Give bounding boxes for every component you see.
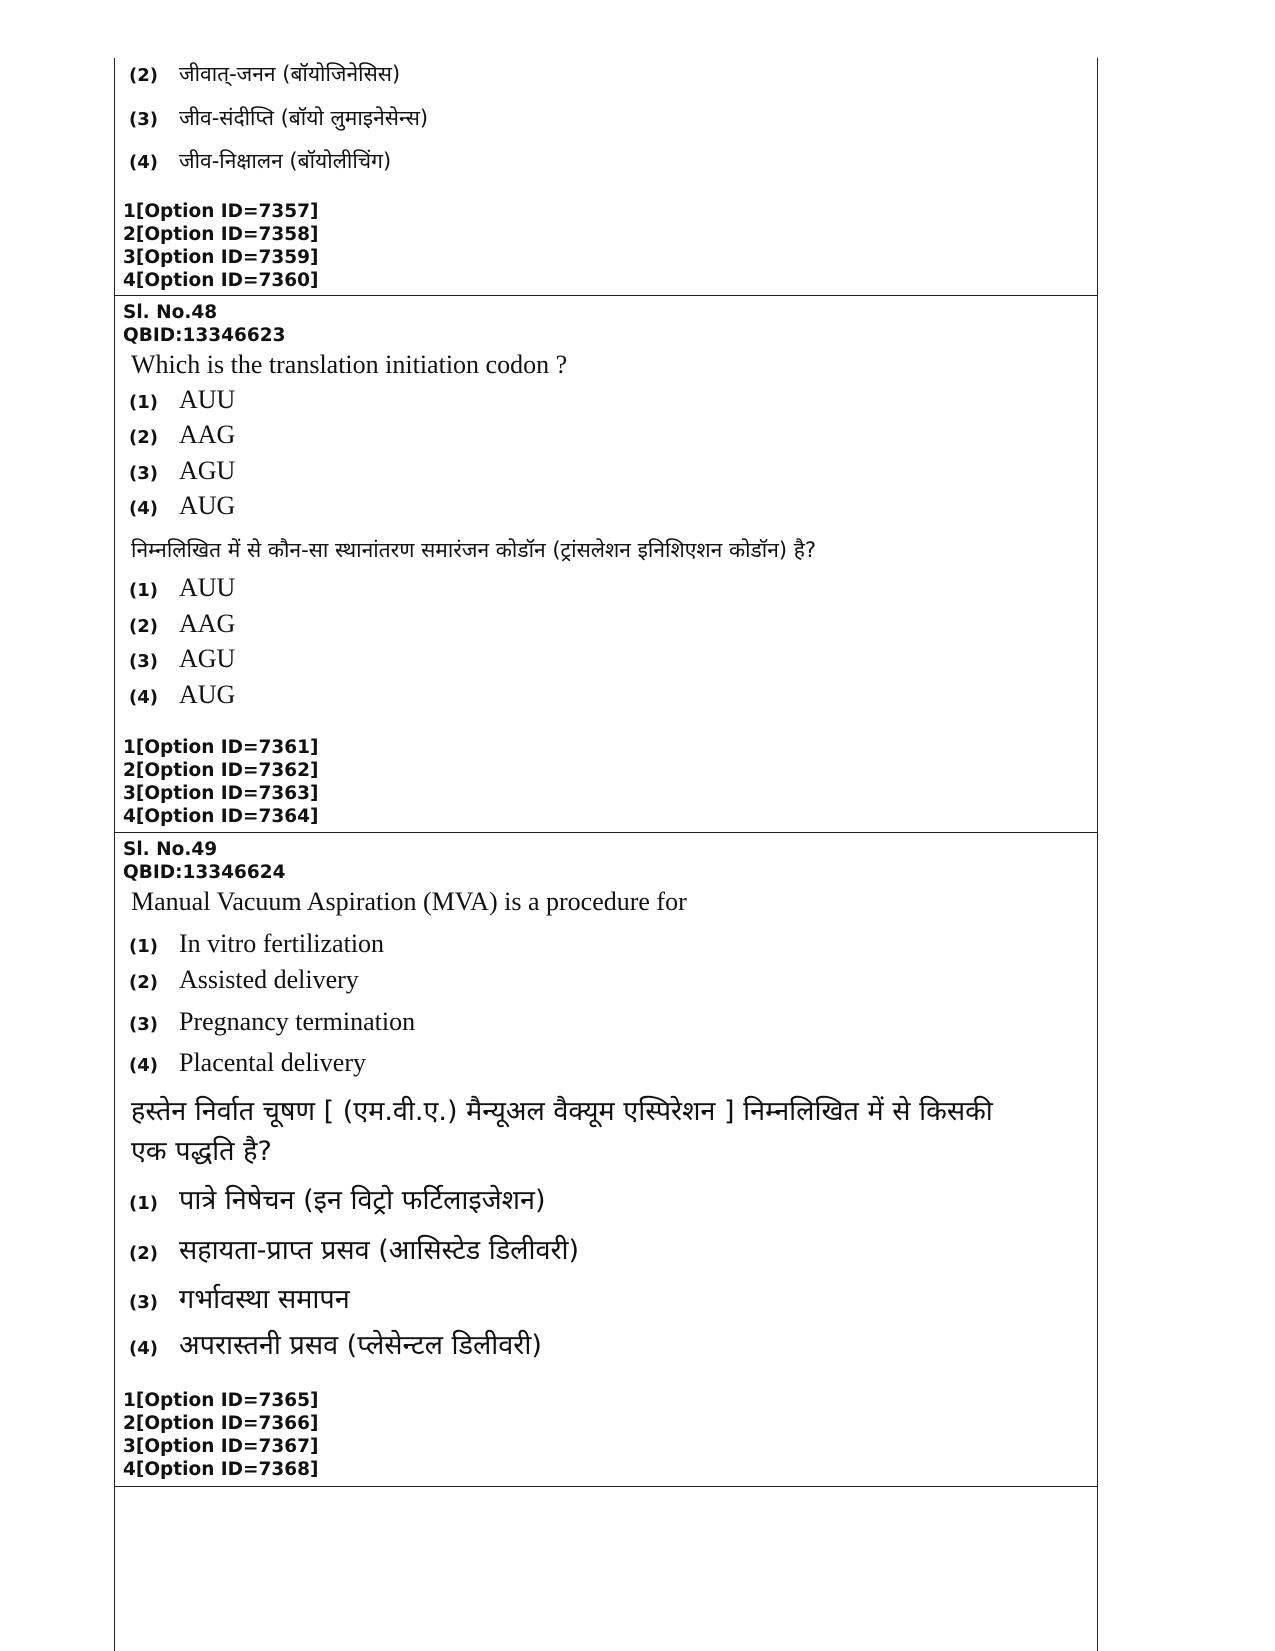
q48-option-en-3 [129,456,235,486]
option-number: (1) [129,936,158,957]
q49-option-hi-1 [129,1180,546,1217]
q49-option-en-4 [129,1048,366,1078]
option-text: AUU [179,385,236,414]
option-number: (2) [129,616,158,637]
option-text: AAG [179,420,236,449]
q48-option-hi-1 [129,573,235,603]
option-text: AUG [179,680,236,709]
question-divider [115,832,1097,833]
option-text: AAG [179,609,236,638]
option-text: In vitro fertilization [179,929,385,958]
q48-option-hi-2 [129,609,235,639]
option-text: जीवात्-जनन (बॉयोजिनेसिस) [179,62,401,86]
option-text: Placental delivery [179,1048,366,1077]
option-id: 3[Option ID=7363] [123,783,319,804]
option-id: 1[Option ID=7357] [123,201,319,222]
option-id: 2[Option ID=7358] [123,224,319,245]
q49-option-en-3 [129,1007,415,1037]
q48-header [123,301,285,347]
option-number: (4) [129,152,158,173]
prev-option-2 [129,60,400,88]
q49-option-en-2 [129,965,359,995]
option-number: (4) [129,687,158,708]
q49-option-en-1 [129,929,384,959]
prev-option-4 [129,147,391,175]
q49-option-hi-4 [129,1325,542,1362]
option-text: AUG [179,491,236,520]
prev-option-ids [123,200,319,292]
q49-header [123,838,285,884]
option-number: (2) [129,972,158,993]
q48-option-en-4 [129,491,235,521]
stem-line: एक पद्धति है? [131,1136,272,1167]
option-text: Pregnancy termination [179,1007,416,1036]
option-number: (1) [129,1193,158,1214]
option-id: 4[Option ID=7368] [123,1459,319,1480]
q49-stem-english: Manual Vacuum Aspiration (MVA) is a procedure for [131,887,687,916]
q49-option-ids [123,1389,319,1481]
option-text: जीव-संदीप्ति (बॉयो लुमाइनेसेन्स) [179,106,429,130]
prev-option-3 [129,104,428,132]
option-id: 3[Option ID=7359] [123,247,319,268]
option-number: (3) [129,651,158,672]
stem-line: हस्तेन निर्वात चूषण [ (एम.वी.ए.) मैन्यूअल वैक्यूम एस्पिरेशन ] निम्नलिखित में से किसकी [131,1096,993,1127]
option-number: (1) [129,580,158,601]
option-id: 2[Option ID=7366] [123,1413,319,1434]
option-number: (2) [129,65,158,86]
option-number: (3) [129,1014,158,1035]
option-text: अपरास्तनी प्रसव (प्लेसेन्टल डिलीवरी) [179,1330,542,1361]
option-text: गर्भावस्था समापन [179,1284,350,1315]
q49-option-hi-3 [129,1279,350,1316]
option-id: 4[Option ID=7364] [123,806,319,827]
q48-stem-english: Which is the translation initiation codon ? [131,350,568,379]
q48-stem-hindi: निम्नलिखित में से कौन-सा स्थानांतरण समारंजन कोडॉन (ट्रांसलेशन इनिशिएशन कोडॉन) है? [131,538,817,562]
question-bank-id: QBID:13346624 [123,862,286,883]
option-number: (1) [129,392,158,413]
option-number: (3) [129,1292,158,1313]
option-text: सहायता-प्राप्त प्रसव (आसिस्टेड डिलीवरी) [179,1235,580,1266]
option-text: AGU [179,456,236,485]
option-number: (2) [129,1243,158,1264]
option-id: 3[Option ID=7367] [123,1436,319,1457]
option-number: (4) [129,1338,158,1359]
option-number: (2) [129,427,158,448]
q48-option-en-1 [129,385,235,415]
question-bank-id: QBID:13346623 [123,325,286,346]
option-text: AUU [179,573,236,602]
option-id: 1[Option ID=7361] [123,737,319,758]
option-text: Assisted delivery [179,965,359,994]
option-id: 2[Option ID=7362] [123,760,319,781]
option-id: 1[Option ID=7365] [123,1390,319,1411]
option-text: AGU [179,644,236,673]
q48-option-ids [123,736,319,828]
question-divider [115,295,1097,296]
option-text: जीव-निक्षालन (बॉयोलीचिंग) [179,149,392,173]
q48-option-en-2 [129,420,235,450]
serial-number: Sl. No.48 [123,302,218,323]
option-number: (3) [129,463,158,484]
q48-option-hi-4 [129,680,235,710]
q49-stem-hindi [131,1092,1031,1172]
option-text: पात्रे निषेचन (इन विट्रो फर्टिलाइजेशन) [179,1185,546,1216]
option-number: (4) [129,1055,158,1076]
option-number: (4) [129,498,158,519]
serial-number: Sl. No.49 [123,839,218,860]
question-divider [115,1486,1097,1487]
question-sheet [114,58,1098,1651]
q48-option-hi-3 [129,644,235,674]
q49-option-hi-2 [129,1230,579,1267]
option-id: 4[Option ID=7360] [123,270,319,291]
option-number: (3) [129,109,158,130]
